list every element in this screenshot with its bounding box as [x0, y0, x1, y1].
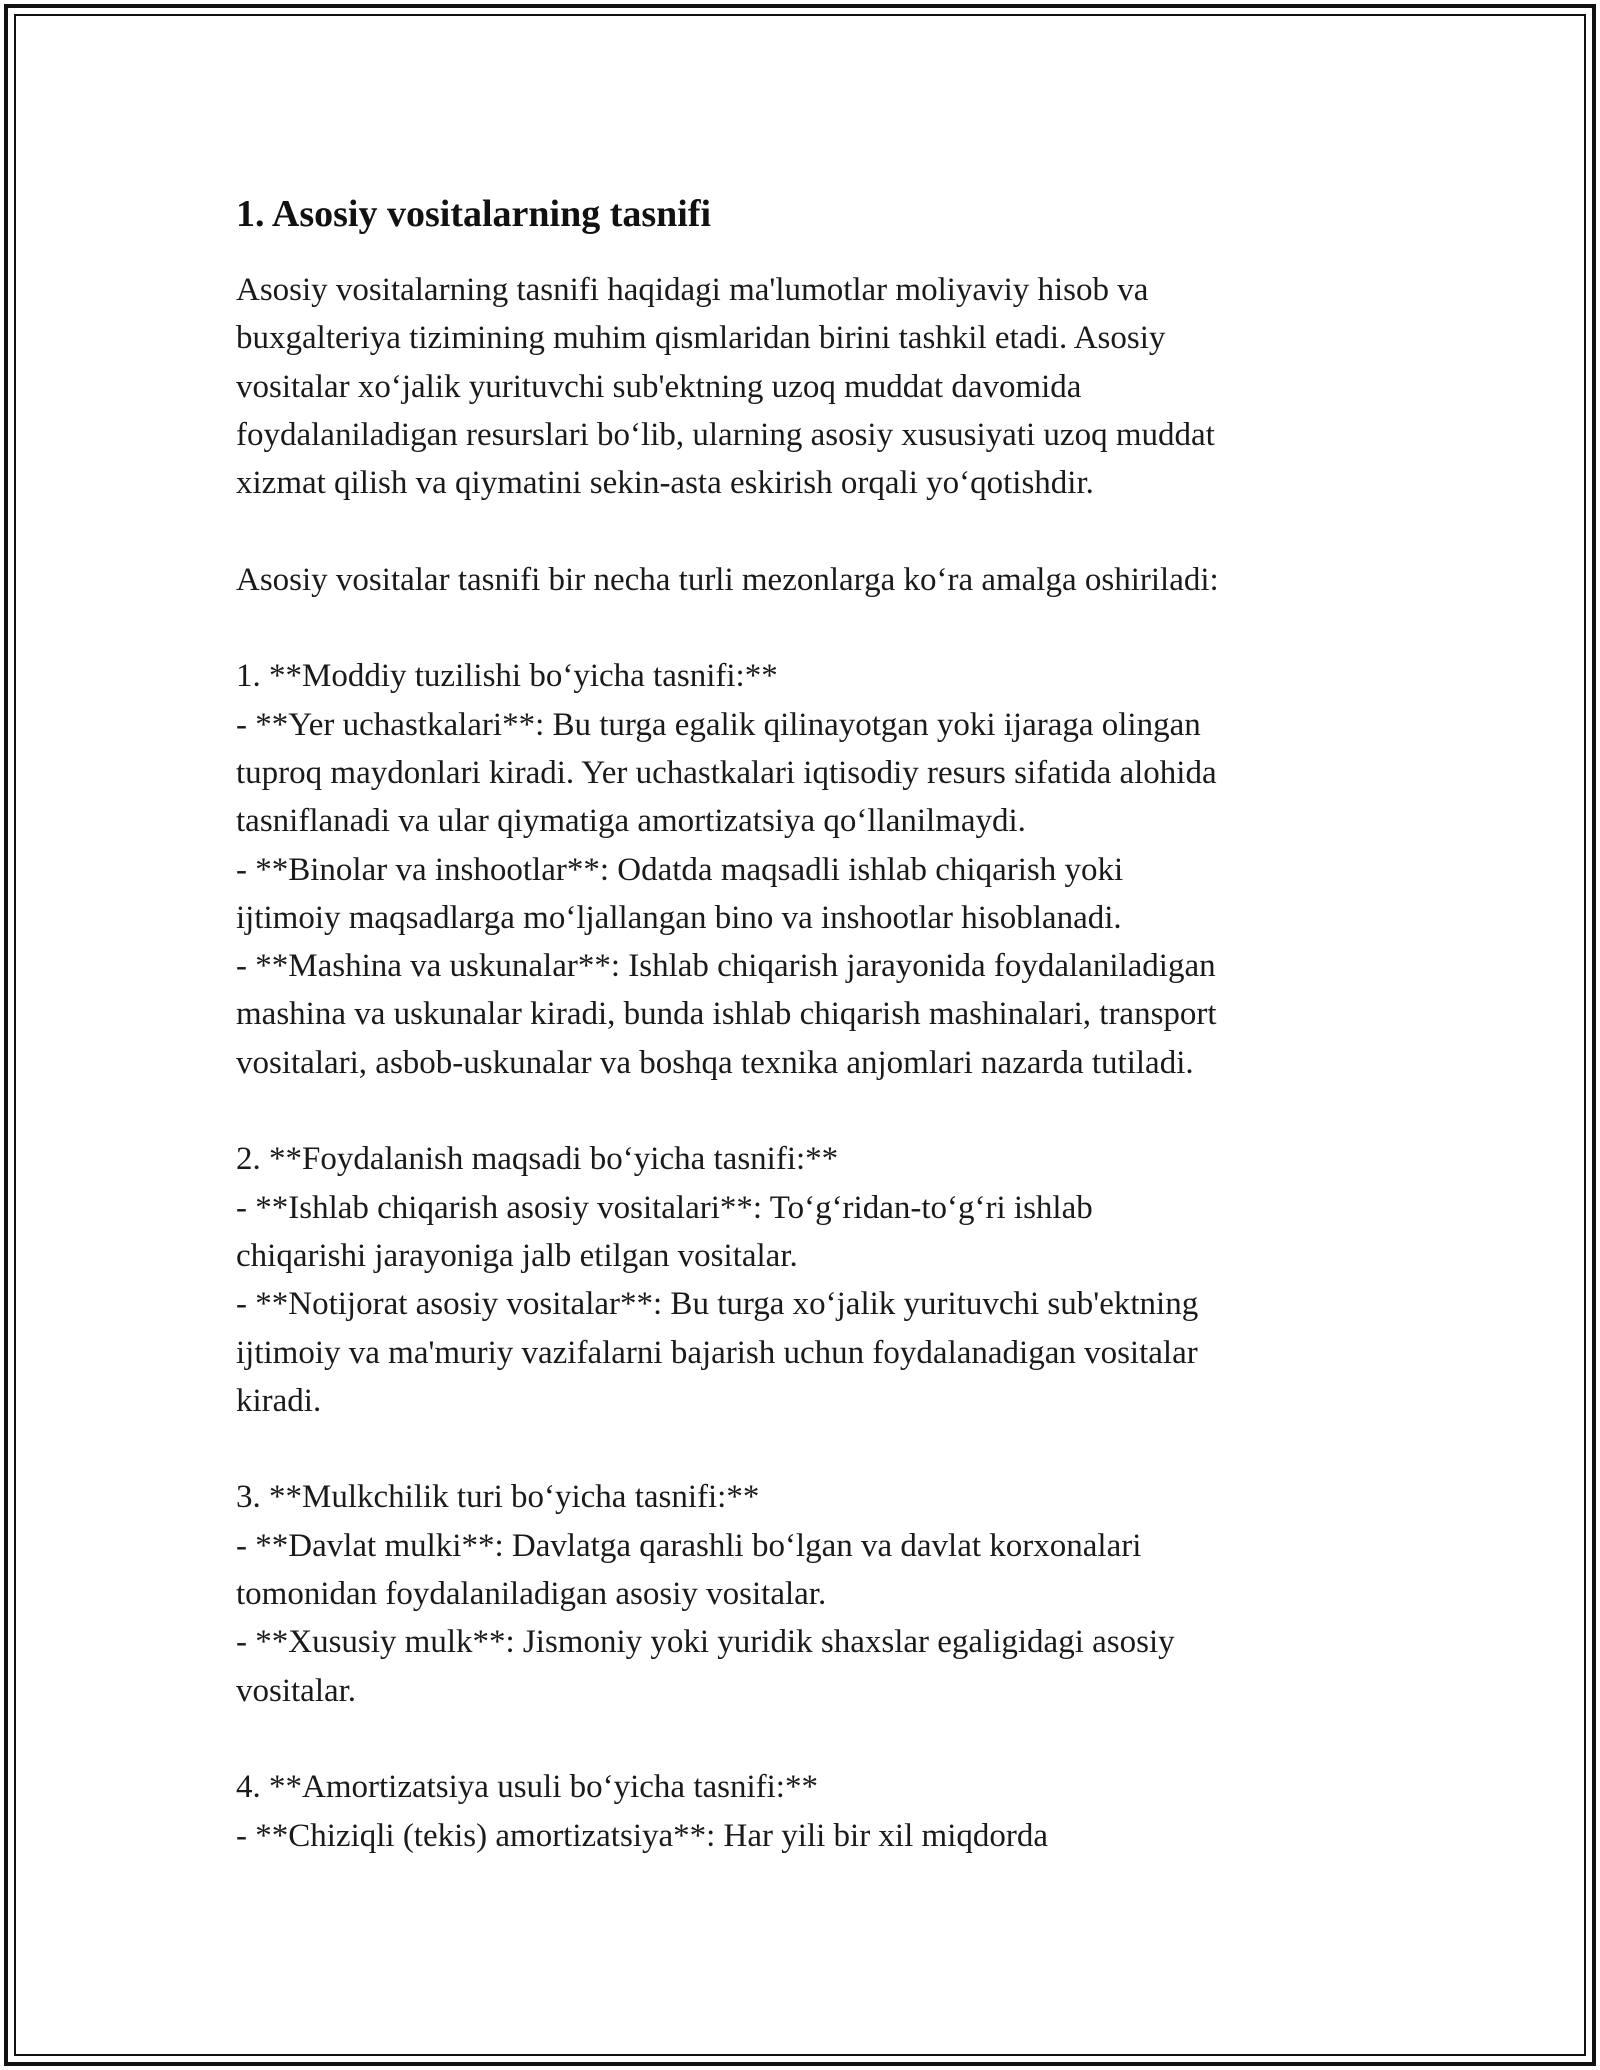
- paragraph-gap: [236, 1715, 1376, 1763]
- paragraph-gap: [236, 1425, 1376, 1473]
- section-physical-structure: 1. **Moddiy tuzilishi bo‘yicha tasnifi:** - **Yer uchastkalari**: Bu turga egalik qilinayotgan yoki ijaraga olingan tuproq maydonlari kiradi. Yer uchastkalari iqtisodiy resurs sifatida alohida tasniflanadi va ular qiymatiga amortizatsiya qo‘llanilmaydi. - **Binolar va inshootlar**: Odatda maqsadli ishlab chiqarish yoki ijtimoiy maqsadlarga mo‘ljallangan bino va inshootlar hisoblanadi. - **Mashina va uskunalar**: Ishlab chiqarish jarayonida foydalaniladigan mashina va uskunalar kiradi, bunda ishlab chiqarish mashinalari, transport vositalari, asbob-uskunalar va boshqa texnika anjomlari nazarda tutiladi.: [236, 658, 1217, 1081]
- intro-paragraph: Asosiy vositalarning tasnifi haqidagi ma'lumotlar moliyaviy hisob va buxgalteriya tizimining muhim qismlaridan birini tashkil etadi. Asosiy vositalar xo‘jalik yurituvchi sub'ektning uzoq muddat davomida foydalaniladigan resurslari bo‘lib, ularning asosiy xususiyati uzoq muddat xizmat qilish va qiymatini sekin-asta eskirish orqali yo‘qotishdir.: [236, 272, 1215, 502]
- document-body: [236, 186, 1376, 1860]
- paragraph-gap: [236, 1087, 1376, 1135]
- section-usage-purpose: 2. **Foydalanish maqsadi bo‘yicha tasnifi:** - **Ishlab chiqarish asosiy vositalari**: To‘g‘ridan-to‘g‘ri ishlab chiqarishi jarayoniga jalb etilgan vositalar. - **Notijorat asosiy vositalar**: Bu turga xo‘jalik yurituvchi sub'ektning ijtimoiy va ma'muriy vazifalarni bajarish uchun foydalanadigan vositalar kiradi.: [236, 1141, 1199, 1419]
- paragraph-gap: [236, 604, 1376, 652]
- lead-paragraph: Asosiy vositalar tasnifi bir necha turli mezonlarga ko‘ra amalga oshiriladi:: [236, 561, 1219, 598]
- section-ownership-type: 3. **Mulkchilik turi bo‘yicha tasnifi:** - **Davlat mulki**: Davlatga qarashli bo‘lgan va davlat korxonalari tomonidan foydalaniladigan asosiy vositalar. - **Xususiy mulk**: Jismoniy yoki yuridik shaxslar egaligidagi asosiy vositalar.: [236, 1479, 1175, 1709]
- section-depreciation-method: 4. **Amortizatsiya usuli bo‘yicha tasnifi:** - **Chiziqli (tekis) amortizatsiya**: Har yili bir xil miqdorda: [236, 1769, 1048, 1854]
- paragraph-gap: [236, 507, 1376, 555]
- document-title: 1. Asosiy vositalarning tasnifi: [236, 193, 712, 235]
